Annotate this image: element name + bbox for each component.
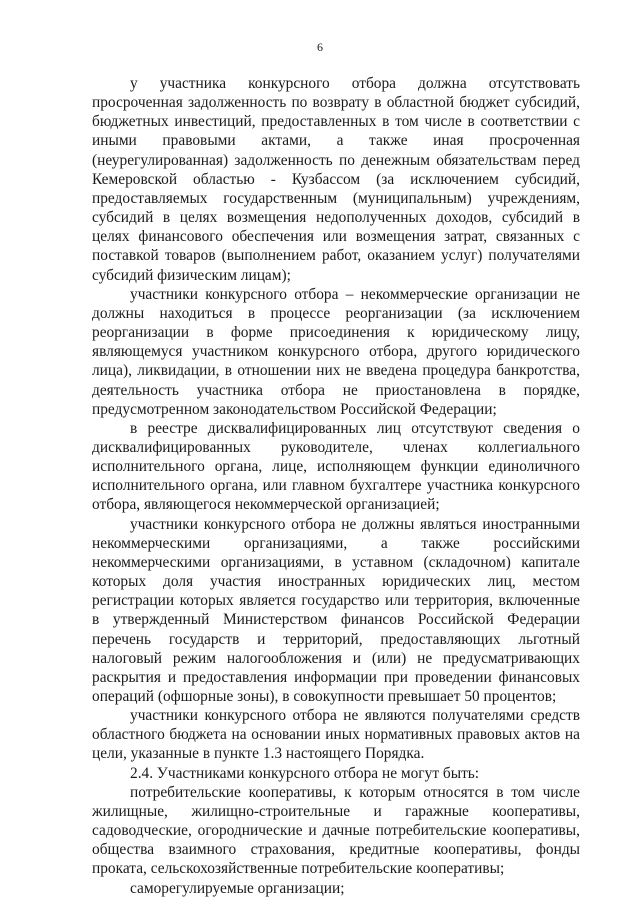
paragraph-disqualified-persons: в реестре дисквалифицированных лиц отсутствуют сведения о дисквалифицированных руководителе, членах коллегиального исполнительного органа, лице, исполняющем функции единоличного исполнительного органа, или главном бухгалтере участника конкурсного отбора, являющегося некоммерческой организацией;: [92, 419, 580, 514]
document-body: [92, 74, 580, 898]
paragraph-reorganization: участники конкурсного отбора – некоммерческие организации не должны находиться в процессе реорганизации (за исключением реорганизации в форме присоединения к юридическому лицу, являющемуся участником конкурсного отбора, другого юридического лица), ликвидации, в отношении них не введена процедура банкротства, деятельность участника отбора не приостановлена в порядке, предусмотренном законодательством Российской Федерации;: [92, 285, 580, 418]
paragraph-section-2-4: 2.4. Участниками конкурсного отбора не могут быть:: [130, 764, 480, 782]
paragraph-foreign-organizations: участники конкурсного отбора не должны являться иностранными некоммерческими организациями, а также российскими некоммерческими организациями, в уставном (складочном) капитале которых доля участия иностранных юридических лиц, местом регистрации которых является государство или территория, включенные в утвержденный Министерством финансов Российской Федерации перечень государств и территорий, предоставляющих льготный налоговый режим налогообложения и (или) не предусматривающих раскрытия и предоставления информации при проведении финансовых операций (офшорные зоны), в совокупности превышает 50 процентов;: [92, 515, 580, 705]
paragraph-budget-recipients: участники конкурсного отбора не являются получателями средств областного бюджета на основании иных нормативных правовых актов на цели, указанные в пункте 1.3 настоящего Порядка.: [92, 707, 580, 763]
paragraph-self-regulatory: саморегулируемые организации;: [130, 879, 345, 897]
paragraph-debt-requirement: у участника конкурсного отбора должна отсутствовать просроченная задолженность по возврату в областной бюджет субсидий, бюджетных инвестиций, предоставленных в том числе в соответствии с иными правовыми актами, а также иная просроченная (неурегулированная) задолженность по денежным обязательствам перед Кемеровской областью - Кузбассом (за исключением субсидий, предоставляемых государственным (муниципальным) учреждениям, субсидий в целях возмещения недополученных доходов, субсидий в целях финансового обеспечения или возмещения затрат, связанных с поставкой товаров (выполнением работ, оказанием услуг) получателями субсидий физическим лицам);: [92, 75, 580, 284]
page-number: 6: [317, 40, 323, 54]
paragraph-consumer-cooperatives: потребительские кооперативы, к которым относятся в том числе жилищные, жилищно-строительные и гаражные кооперативы, садоводческие, огороднические и дачные потребительские кооперативы, общества взаимного страхования, кредитные кооперативы, фонды проката, сельскохозяйственные потребительские кооперативы;: [92, 783, 580, 878]
